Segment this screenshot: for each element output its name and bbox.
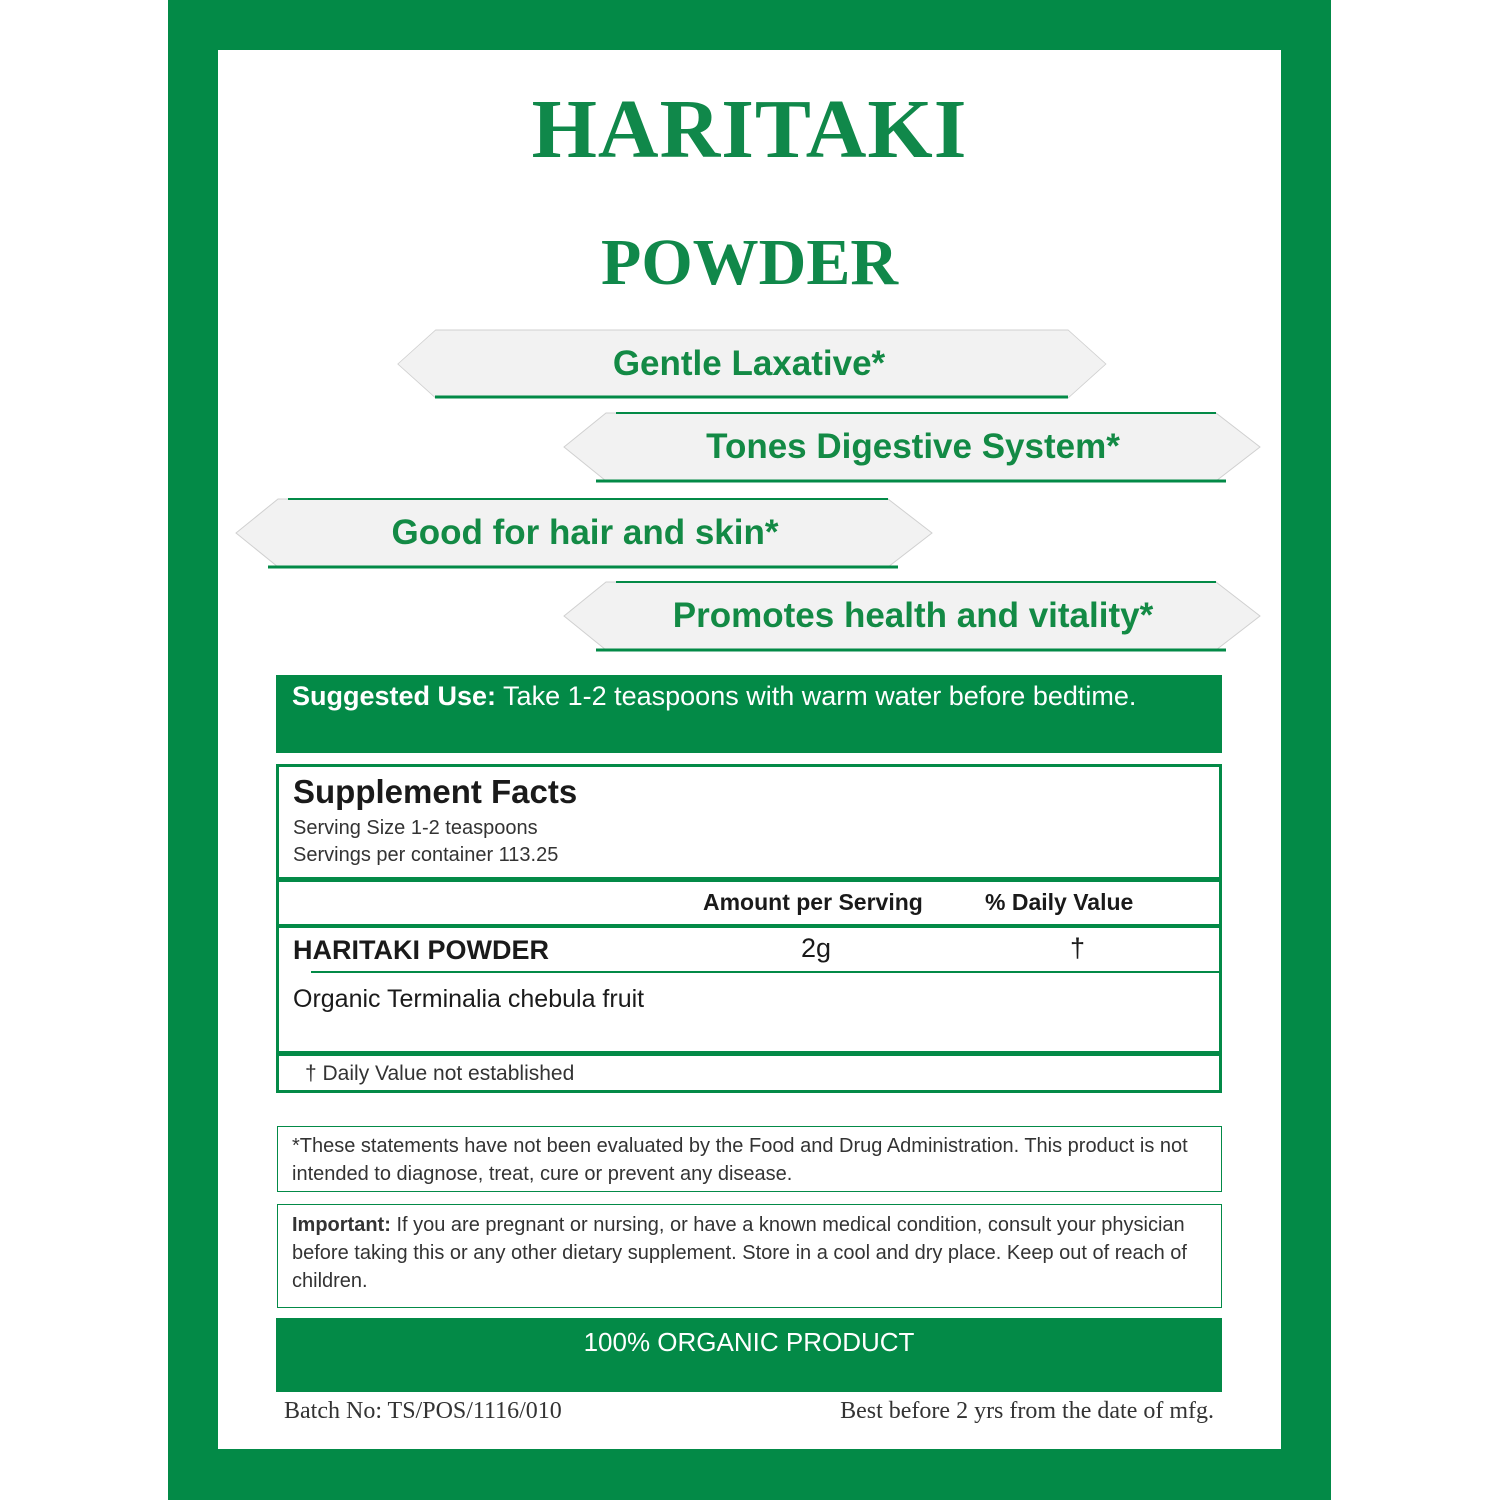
important-label: Important: xyxy=(292,1214,391,1236)
ingredient-daily-value: † xyxy=(1070,933,1086,963)
benefit-banner-2 xyxy=(556,409,1270,485)
suggested-use-label: Suggested Use: xyxy=(292,681,497,711)
column-header-daily-value: % Daily Value xyxy=(985,889,1134,915)
suggested-use-box xyxy=(276,675,1222,753)
fda-disclaimer: *These statements have not been evaluated by the Food and Drug Administration. This product is not intended to diagnose, treat, cure or prevent any disease. xyxy=(277,1126,1222,1192)
product-form: POWDER xyxy=(601,226,898,299)
ingredient-description: Organic Terminalia chebula fruit xyxy=(293,985,645,1013)
benefit-banner-4 xyxy=(556,578,1270,654)
benefit-label: Good for hair and skin* xyxy=(391,513,779,552)
important-notice xyxy=(277,1204,1222,1308)
benefit-label: Tones Digestive System* xyxy=(706,427,1120,466)
ingredient-name: HARITAKI POWDER xyxy=(293,935,549,965)
benefit-banner-3 xyxy=(228,495,942,571)
divider xyxy=(279,924,1219,928)
divider-thick xyxy=(279,1051,1219,1056)
supplement-facts-title: Supplement Facts xyxy=(293,773,578,810)
daily-value-footnote: † Daily Value not established xyxy=(305,1062,575,1085)
important-text: If you are pregnant or nursing, or have a known medical condition, consult your physician before taking this or any other dietary supplement. Store in a cool and dry place. Keep out of reach of children. xyxy=(292,1214,1187,1292)
supplement-facts-panel xyxy=(276,764,1222,1093)
ingredient-amount: 2g xyxy=(801,933,832,963)
divider-thick xyxy=(279,877,1219,882)
product-name: HARITAKI xyxy=(531,83,968,176)
benefit-label: Gentle Laxative* xyxy=(612,344,886,383)
divider-thin xyxy=(311,971,1219,973)
serving-size: Serving Size 1-2 teaspoons xyxy=(293,817,538,839)
organic-banner: 100% ORGANIC PRODUCT xyxy=(276,1318,1222,1392)
benefit-label: Promotes health and vitality* xyxy=(672,596,1154,635)
benefit-banner-1 xyxy=(390,326,1108,402)
batch-number: Batch No: TS/POS/1116/010 xyxy=(284,1398,562,1424)
column-header-amount: Amount per Serving xyxy=(703,889,923,915)
suggested-use-text: Take 1-2 teaspoons with warm water before bedtime. xyxy=(496,681,1137,711)
best-before: Best before 2 yrs from the date of mfg. xyxy=(840,1398,1214,1424)
servings-per-container: Servings per container 113.25 xyxy=(293,844,559,866)
